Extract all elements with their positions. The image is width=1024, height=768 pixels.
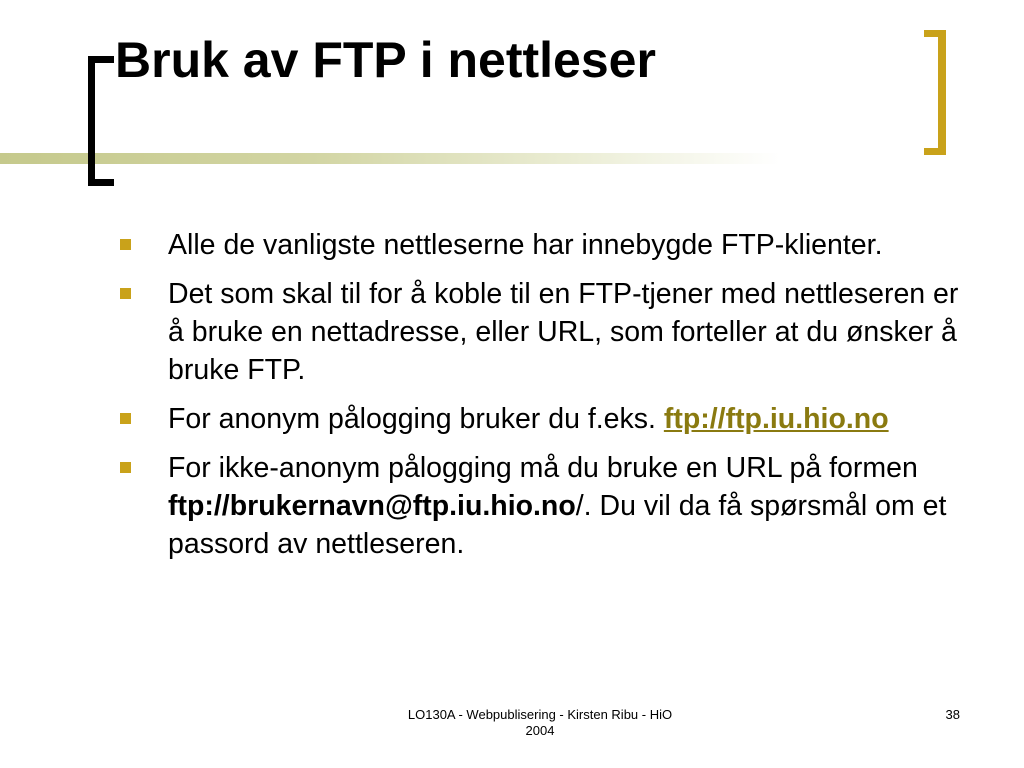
left-bracket-decoration — [88, 56, 95, 186]
square-bullet-icon — [120, 413, 131, 424]
slide-title: Bruk av FTP i nettleser — [115, 32, 656, 88]
bullet-item-4 — [118, 449, 968, 563]
title-underline-bar — [0, 153, 780, 164]
page-number: 38 — [945, 707, 960, 722]
right-bracket-decoration — [938, 30, 946, 155]
left-bracket-top — [88, 56, 114, 63]
bullet-text-prefix: For ikke-anonym pålogging må du bruke en URL på formen — [168, 452, 918, 484]
bullet-text — [168, 400, 968, 438]
square-bullet-icon — [120, 462, 131, 473]
footer-text — [380, 707, 700, 739]
bullet-list — [118, 226, 968, 574]
bullet-text — [168, 449, 968, 563]
bullet-item-1 — [118, 226, 968, 264]
url-example: brukernavn@ftp.iu.hio.no — [229, 490, 576, 522]
square-bullet-icon — [120, 288, 131, 299]
bullet-item-3 — [118, 400, 968, 438]
bullet-text-suffix: /. Du vil da få spørsmål om et passord av nettleseren. — [168, 490, 947, 560]
left-bracket-bottom — [88, 179, 114, 186]
ftp-link[interactable]: ftp://ftp.iu.hio.no — [663, 403, 889, 435]
url-scheme: ftp:// — [168, 490, 230, 522]
square-bullet-icon — [120, 239, 131, 250]
bullet-item-2 — [118, 275, 968, 389]
footer-line-1: LO130A - Webpublisering - Kirsten Ribu - HiO — [407, 707, 673, 722]
bullet-text: Alle de vanligste nettleserne har innebygde FTP-klienter. — [168, 229, 883, 261]
right-bracket-top — [924, 30, 946, 37]
right-bracket-bottom — [924, 148, 946, 155]
bullet-text: Det som skal til for å koble til en FTP-tjener med nettleseren er å bruke en nettadresse, eller URL, som forteller at du ønsker å bruke FTP. — [168, 278, 959, 386]
footer-line-2: 2004 — [525, 723, 555, 738]
bullet-text-prefix: For anonym pålogging bruker du f.eks. — [168, 403, 664, 435]
